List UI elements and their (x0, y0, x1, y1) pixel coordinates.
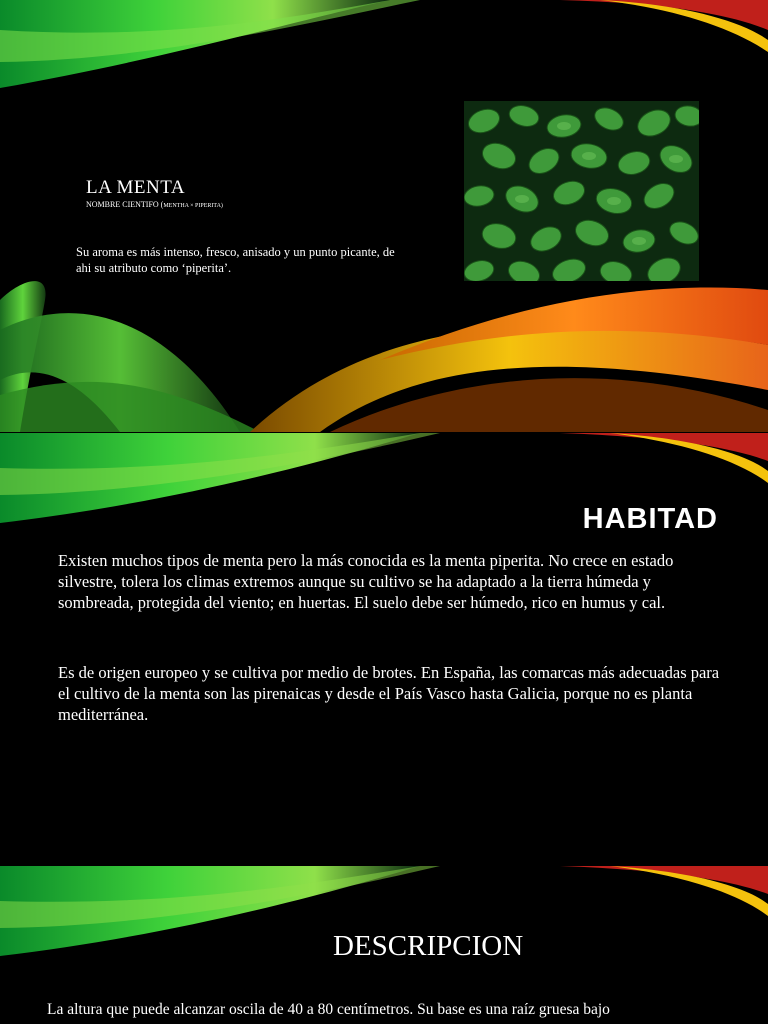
description-text: La altura que puede alcanzar oscila de 40 a 80 centímetros. Su base es una raíz gruesa bajo (47, 1001, 610, 1018)
scientific-label-text: NOMBRE CIENTIFO ( (86, 200, 164, 209)
slide-la-menta (0, 0, 768, 432)
habitat-paragraph-2: Es de origen europeo y se cultiva por medio de brotes. En España, las comarcas más adecuadas para el cultivo de la menta son las pirenaicas y desde el País Vasco hasta Galicia, porque no es planta mediterránea. (58, 663, 720, 724)
habitat-paragraph-1: Existen muchos tipos de menta pero la más conocida es la menta piperita. No crece en estado silvestre, tolera los climas extremos aunque su cultivo se ha adaptado a la tierra húmeda y sombreada, protegida del viento; en huertas. El suelo debe ser húmedo, rico en humus y cal. (58, 551, 674, 612)
scientific-name-label (86, 200, 223, 209)
slide-habitad (0, 433, 768, 865)
scientific-name-text: MENTHA × PIPERITA) (163, 203, 223, 209)
mint-leaves-illustration (464, 101, 699, 281)
slide-descripcion (0, 866, 768, 1024)
section-heading: DESCRIPCION (333, 930, 524, 962)
mint-leaves-image (464, 101, 699, 281)
section-heading: HABITAD (582, 503, 718, 535)
intro-text: Su aroma es más intenso, fresco, anisado y un punto picante, de ahi su atributo como ‘piperita’. (76, 245, 395, 275)
slide-title: LA MENTA (86, 177, 186, 198)
swoosh-decoration (0, 433, 768, 865)
